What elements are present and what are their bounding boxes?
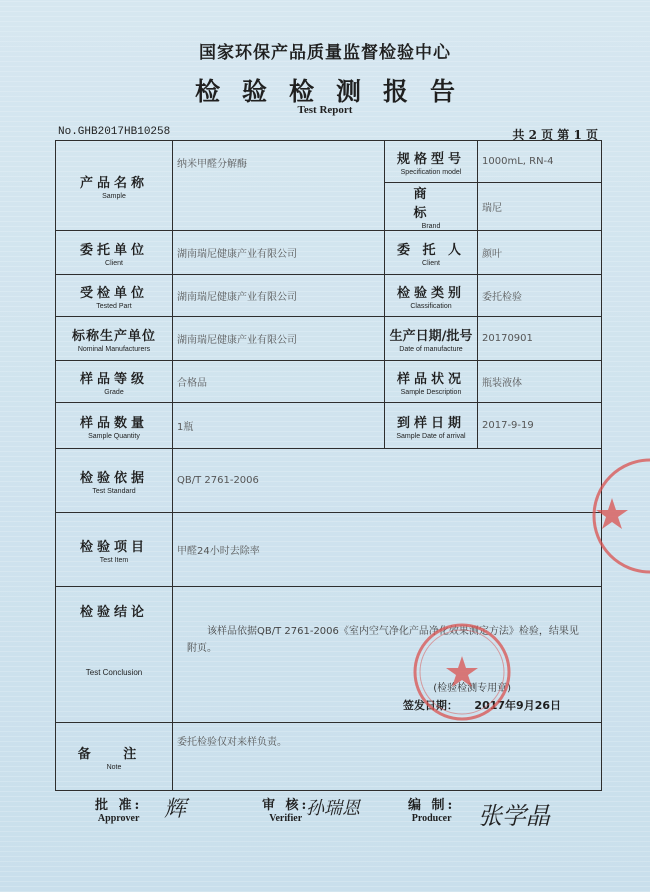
edge-seal-stamp xyxy=(588,452,650,580)
sign-date: 签发日期： 2017年9月26日 xyxy=(402,699,561,712)
arrival-date-value: 2017-9-19 xyxy=(478,403,602,449)
mfg-date-label: 生产日期/批号 Date of manufacture xyxy=(385,317,478,361)
classification-label: 检验类别 Classification xyxy=(385,275,478,317)
page-info: 共 2 页 第 1 页 xyxy=(512,128,598,142)
producer-signature: 张学晶 xyxy=(478,802,550,830)
client-unit-label: 委托单位 Client xyxy=(56,231,173,275)
report-title: 检验检测报告 xyxy=(194,77,477,106)
sample-name-label: 产品名称 Sample xyxy=(56,141,173,231)
org-name: 国家环保产品质量监督检验中心 xyxy=(199,43,451,63)
note-value: 委托检验仅对来样负责。 xyxy=(173,723,602,791)
mfg-date-value: 20170901 xyxy=(478,317,602,361)
client-value: 颜叶 xyxy=(478,231,602,275)
conclusion-cell xyxy=(173,587,602,723)
grade-value: 合格品 xyxy=(173,361,385,403)
quantity-label: 样品数量 Sample Quantity xyxy=(56,403,173,449)
sample-desc-label: 样品状况 Sample Description xyxy=(385,361,478,403)
grade-label: 样品等级 Grade xyxy=(56,361,173,403)
client-label: 委 托 人 Client xyxy=(385,231,478,275)
tested-part-label: 受检单位 Tested Part xyxy=(56,275,173,317)
producer-block: 编 制: Producer xyxy=(408,798,456,824)
report-title-en: Test Report xyxy=(297,104,353,116)
report-table xyxy=(55,140,602,791)
official-seal-stamp xyxy=(410,620,514,724)
note-label: 备 注 Note xyxy=(56,723,173,791)
arrival-date-label: 到样日期 Sample Date of arrival xyxy=(385,403,478,449)
spec-model-label: 规格型号 Specification model xyxy=(385,141,478,183)
manufacturer-label: 标称生产单位 Nominal Manufacturers xyxy=(56,317,173,361)
verifier-signature: 孙瑞恩 xyxy=(306,798,360,819)
client-unit-value: 湖南瑞尼健康产业有限公司 xyxy=(173,231,385,275)
test-item-label: 检验项目 Test Item xyxy=(56,513,173,587)
verifier-block: 审 核: Verifier xyxy=(262,798,310,824)
brand-value: 瑞尼 xyxy=(478,183,602,231)
spec-model-value: 1000mL, RN-4 xyxy=(478,141,602,183)
quantity-value: 1瓶 xyxy=(173,403,385,449)
conclusion-label: 检验结论 Test Conclusion xyxy=(56,587,173,723)
classification-value: 委托检验 xyxy=(478,275,602,317)
conclusion-text: 该样品依据QB/T 2761-2006《室内空气净化产品净化效果测定方法》检验，结果见附页。 xyxy=(187,626,579,654)
test-item-value: 甲醛24小时去除率 xyxy=(173,513,602,587)
sample-desc-value: 瓶装液体 xyxy=(478,361,602,403)
report-number: No.GHB2017HB10258 xyxy=(58,126,171,138)
stamp-note: (检验检测专用章) xyxy=(433,683,511,694)
standard-value: QB/T 2761-2006 xyxy=(173,449,602,513)
brand-label: 商 标 Brand xyxy=(385,183,478,231)
sample-name-value: 纳米甲醛分解酶 xyxy=(173,141,385,231)
approver-block: 批 准: Approver xyxy=(95,798,143,824)
approver-signature: 辉 xyxy=(164,797,187,822)
tested-part-value: 湖南瑞尼健康产业有限公司 xyxy=(173,275,385,317)
manufacturer-value: 湖南瑞尼健康产业有限公司 xyxy=(173,317,385,361)
standard-label: 检验依据 Test Standard xyxy=(56,449,173,513)
